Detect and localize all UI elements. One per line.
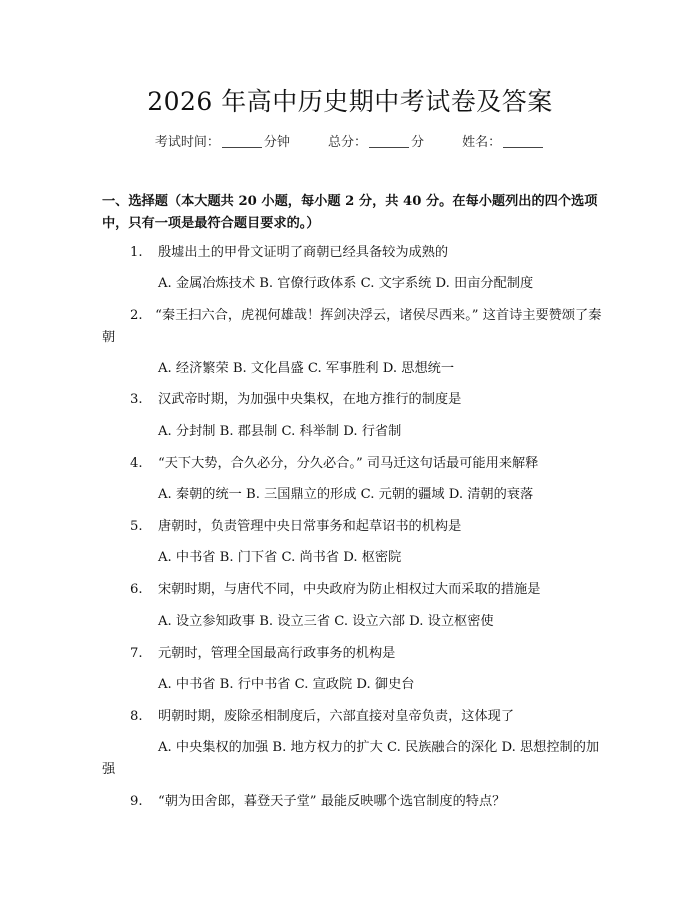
question	[102, 453, 602, 475]
question-text: “天下大势，合久必分，分久必合。” 司马迁这句话最可能用来解释	[158, 456, 539, 471]
question-options: A. 中央集权的加强 B. 地方权力的扩大 C. 民族融合的深化 D. 思想控制的加强	[102, 740, 600, 777]
question-text: 明朝时期，废除丞相制度后，六部直接对皇帝负责，这体现了	[158, 709, 515, 724]
section-heading: 一、选择题（本大题共 20 小题，每小题 2 分，共 40 分。在每小题列出的四个选项中，只有一项是最符合题目要求的。）	[102, 194, 598, 231]
question	[102, 791, 602, 813]
question-options: A. 中书省 B. 行中书省 C. 宣政院 D. 御史台	[158, 677, 415, 692]
question-text: 宋朝时期，与唐代不同，中央政府为防止相权过大而采取的措施是	[158, 582, 541, 597]
student-name	[462, 131, 545, 150]
question	[102, 305, 602, 349]
time-blank	[222, 135, 262, 148]
question-text: 唐朝时，负责管理中央日常事务和起草诏书的机构是	[158, 519, 462, 534]
name-label: 姓名：	[462, 135, 502, 150]
page-title: 2026 年高中历史期中考试卷及答案	[147, 87, 553, 116]
time-unit: 分钟	[263, 135, 290, 150]
question-number: 1.	[130, 245, 143, 260]
question-text: 殷墟出土的甲骨文证明了商朝已经具备较为成熟的	[158, 245, 449, 260]
question	[102, 516, 602, 538]
question	[102, 706, 602, 728]
question	[102, 242, 602, 264]
score-label: 总分：	[327, 135, 367, 150]
question-number: 2.	[130, 308, 143, 323]
question	[102, 579, 602, 601]
exam-meta	[0, 131, 700, 150]
score-blank	[369, 135, 409, 148]
question-number: 4.	[130, 456, 143, 471]
question-number: 8.	[130, 709, 143, 724]
score-unit: 分	[411, 135, 425, 150]
question-options: A. 秦朝的统一 B. 三国鼎立的形成 C. 元朝的疆域 D. 清朝的衰落	[158, 487, 534, 502]
question	[102, 389, 602, 411]
question-text: 汉武帝时期，为加强中央集权，在地方推行的制度是	[158, 392, 462, 407]
question	[102, 643, 602, 665]
exam-time	[155, 131, 290, 150]
name-blank	[503, 135, 543, 148]
total-score	[328, 131, 424, 150]
question-options: A. 分封制 B. 郡县制 C. 科举制 D. 行省制	[158, 424, 402, 439]
time-label: 考试时间：	[154, 135, 220, 150]
question-options: A. 设立参知政事 B. 设立三省 C. 设立六部 D. 设立枢密使	[158, 614, 494, 629]
question-number: 3.	[130, 392, 143, 407]
question-number: 7.	[130, 646, 143, 661]
question-number: 9.	[130, 794, 143, 809]
question-options: A. 经济繁荣 B. 文化昌盛 C. 军事胜利 D. 思想统一	[158, 361, 455, 376]
question-options: A. 金属冶炼技术 B. 官僚行政体系 C. 文字系统 D. 田亩分配制度	[158, 276, 534, 291]
question-text: 元朝时，管理全国最高行政事务的机构是	[158, 646, 396, 661]
question-text: “秦王扫六合，虎视何雄哉！挥剑决浮云，诸侯尽西来。” 这首诗主要赞颂了秦朝	[102, 308, 602, 345]
question-number: 6.	[130, 582, 143, 597]
question-options: A. 中书省 B. 门下省 C. 尚书省 D. 枢密院	[158, 550, 402, 565]
question-text: “朝为田舍郎，暮登天子堂” 最能反映哪个选官制度的特点？	[158, 794, 506, 809]
question-number: 5.	[130, 519, 143, 534]
